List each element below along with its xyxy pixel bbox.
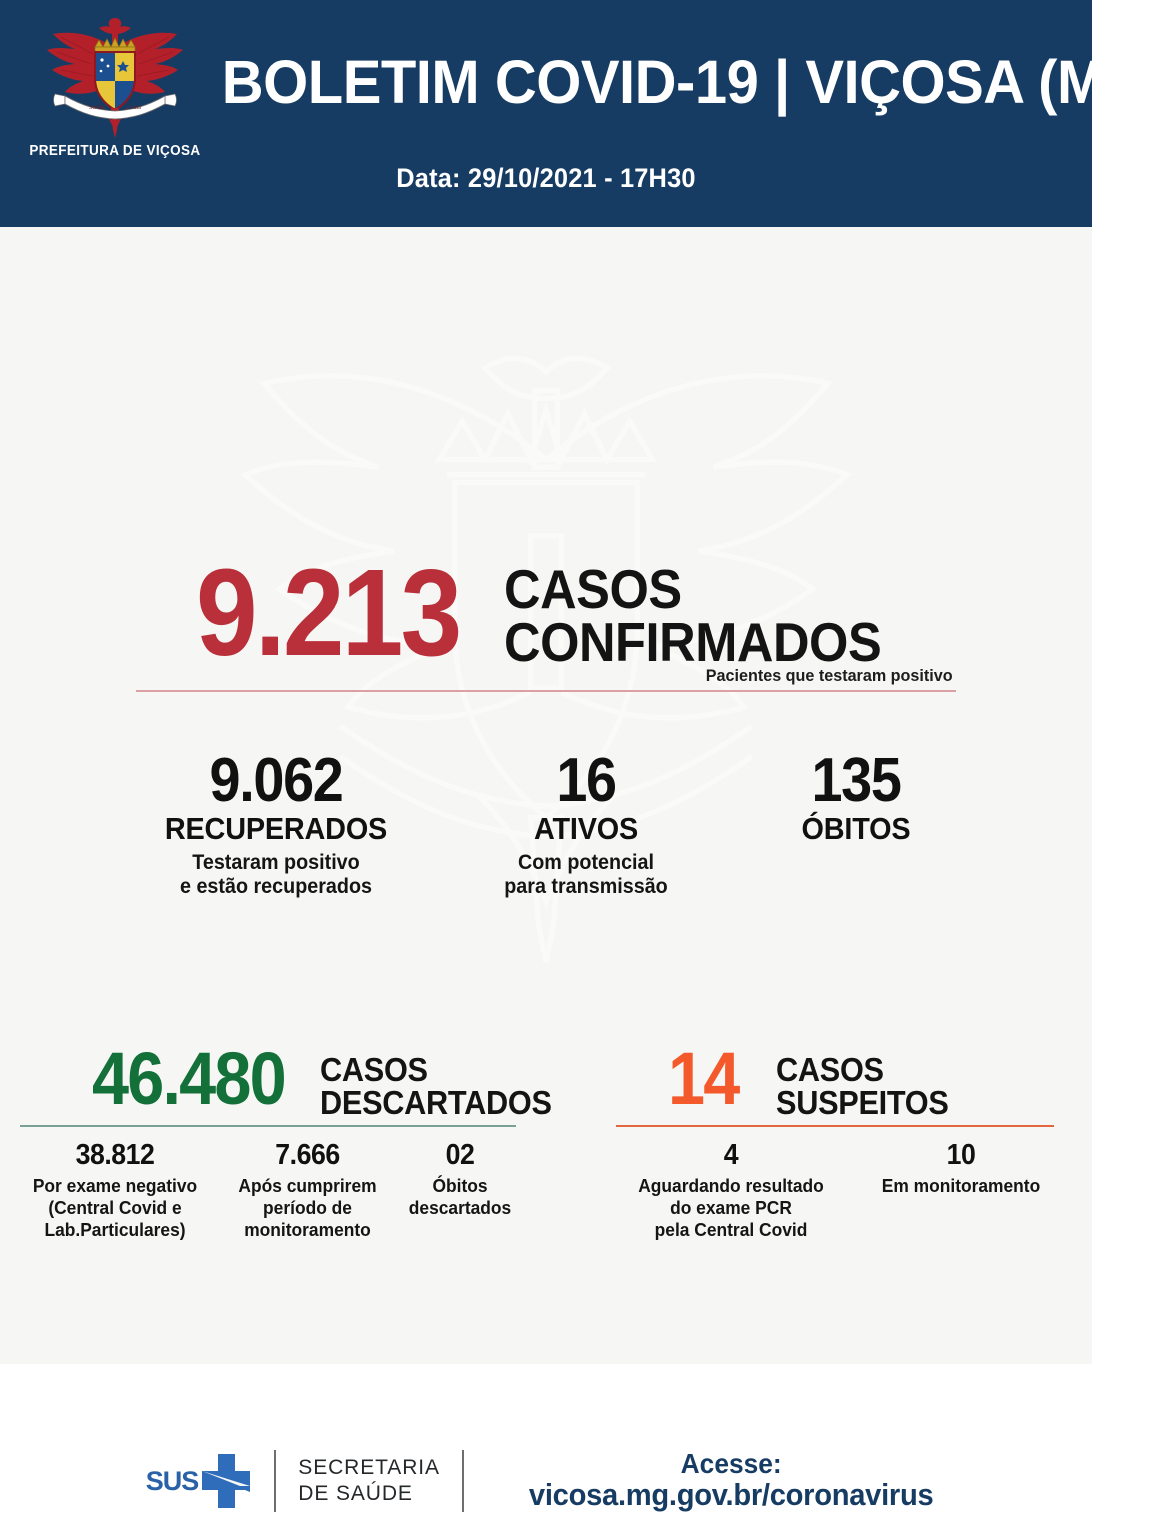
suspected-number: 14 xyxy=(668,1037,739,1120)
suspected-item-0-line3: pela Central Covid xyxy=(654,1218,808,1240)
suspected-item-monitoramento xyxy=(856,1141,1066,1240)
svg-text:Sertão: Sertão xyxy=(88,105,104,111)
stat-ativos-desc-line2: para transmissão xyxy=(504,875,668,899)
confirmed-cases-subtitle: Pacientes que testaram positivo xyxy=(705,666,953,686)
suspected-label xyxy=(776,1053,949,1119)
suspected-item-1-desc xyxy=(862,1175,1059,1197)
vicosa-coat-of-arms-icon xyxy=(31,14,199,142)
suspected-item-0-desc xyxy=(614,1175,849,1240)
suspected-item-1-number: 10 xyxy=(946,1139,976,1171)
stat-recuperados-desc xyxy=(121,851,431,899)
stat-recuperados-number: 9.062 xyxy=(209,746,343,815)
prefeitura-logo xyxy=(22,14,207,172)
confirmed-label-line1: CASOS xyxy=(504,558,683,620)
discarded-item-2-number: 02 xyxy=(445,1139,475,1171)
sus-cross-icon xyxy=(200,1452,252,1510)
confirmed-divider xyxy=(136,690,956,692)
confirmed-label-line2: CONFIRMADOS xyxy=(504,611,882,674)
bulletin-date: Data: 29/10/2021 - 17H30 xyxy=(396,163,696,193)
sus-logo xyxy=(146,1452,253,1510)
stat-ativos-desc xyxy=(469,851,704,899)
suspected-item-1-line1: Em monitoramento xyxy=(881,1175,1041,1196)
suspected-item-0-line1: Aguardando resultado xyxy=(638,1175,824,1196)
suspected-divider xyxy=(616,1125,1054,1127)
suspected-item-0-line2: do exame PCR xyxy=(670,1196,792,1218)
discarded-breakdown xyxy=(10,1141,590,1240)
suspected-label-line1: CASOS xyxy=(776,1051,885,1088)
discarded-item-0-line1: Por exame negativo xyxy=(32,1175,198,1196)
confirmed-cases-number: 9.213 xyxy=(195,545,460,682)
suspected-item-aguardando-pcr xyxy=(606,1141,856,1240)
discarded-item-0-line3: Lab.Particulares) xyxy=(44,1218,186,1240)
confirmed-cases-label xyxy=(504,558,882,674)
acesse-label: Acesse: xyxy=(680,1448,782,1479)
suspected-breakdown xyxy=(606,1141,1092,1240)
website-callout xyxy=(516,1449,946,1513)
suspected-cases-panel xyxy=(590,1037,1092,1240)
summary-stats-row xyxy=(0,746,1092,899)
footer-divider-2 xyxy=(462,1450,464,1512)
stat-obitos-label: ÓBITOS xyxy=(801,810,911,846)
secretaria-line1: SECRETARIA xyxy=(298,1456,440,1480)
discarded-item-1-line2: período de xyxy=(263,1196,352,1218)
logo-caption: PREFEITURA DE VIÇOSA xyxy=(28,143,201,159)
suspected-label-line2: SUSPEITOS xyxy=(776,1084,949,1121)
stat-recuperados xyxy=(101,746,451,899)
stat-recuperados-desc-line2: e estão recuperados xyxy=(179,875,372,899)
header-banner xyxy=(0,0,1168,227)
stat-recuperados-desc-line1: Testaram positivo xyxy=(192,851,360,875)
suspected-item-0-number: 4 xyxy=(723,1139,739,1171)
discarded-item-monitoramento xyxy=(220,1141,395,1240)
page-title: BOLETIM COVID-19 | VIÇOSA (MG) xyxy=(221,48,1168,116)
discarded-label-line2: DESCARTADOS xyxy=(320,1084,553,1121)
discarded-number: 46.480 xyxy=(92,1037,285,1120)
discarded-item-1-number: 7.666 xyxy=(275,1139,340,1171)
discarded-item-2-line1: Óbitos xyxy=(432,1175,488,1196)
stat-recuperados-label: RECUPERADOS xyxy=(164,810,388,846)
stat-ativos xyxy=(451,746,721,899)
website-url[interactable]: vicosa.mg.gov.br/coronavirus xyxy=(528,1477,934,1513)
discarded-suspected-row xyxy=(0,1037,1092,1240)
secretaria-line2: DE SAÚDE xyxy=(298,1482,413,1506)
discarded-divider xyxy=(20,1125,516,1127)
discarded-item-2-line2: descartados xyxy=(408,1196,512,1218)
stat-obitos xyxy=(721,746,991,899)
secretaria-de-saude-label xyxy=(298,1455,440,1506)
footer-bar xyxy=(0,1449,1092,1513)
discarded-item-1-desc xyxy=(225,1175,390,1240)
stat-ativos-desc-line1: Com potencial xyxy=(517,851,655,875)
discarded-item-2-desc xyxy=(399,1175,521,1219)
discarded-cases-panel xyxy=(0,1037,590,1240)
discarded-label-line1: CASOS xyxy=(320,1051,429,1088)
confirmed-cases-block xyxy=(0,545,1092,692)
footer-divider-1 xyxy=(274,1450,276,1512)
stat-ativos-label: ATIVOS xyxy=(533,810,639,846)
discarded-label xyxy=(320,1053,552,1119)
discarded-item-1-line1: Após cumprirem xyxy=(238,1175,377,1196)
discarded-item-exame-negativo xyxy=(10,1141,220,1240)
discarded-item-0-line2: (Central Covid e xyxy=(48,1196,182,1218)
stat-obitos-number: 135 xyxy=(811,746,901,815)
stat-ativos-number: 16 xyxy=(556,746,616,815)
discarded-item-0-number: 38.812 xyxy=(75,1139,155,1171)
sus-wordmark: SUS xyxy=(145,1465,199,1496)
discarded-item-obitos xyxy=(395,1141,525,1240)
discarded-item-0-desc xyxy=(16,1175,213,1240)
svg-text:Luta: Luta xyxy=(129,105,141,111)
discarded-item-1-line3: monitoramento xyxy=(244,1218,371,1240)
